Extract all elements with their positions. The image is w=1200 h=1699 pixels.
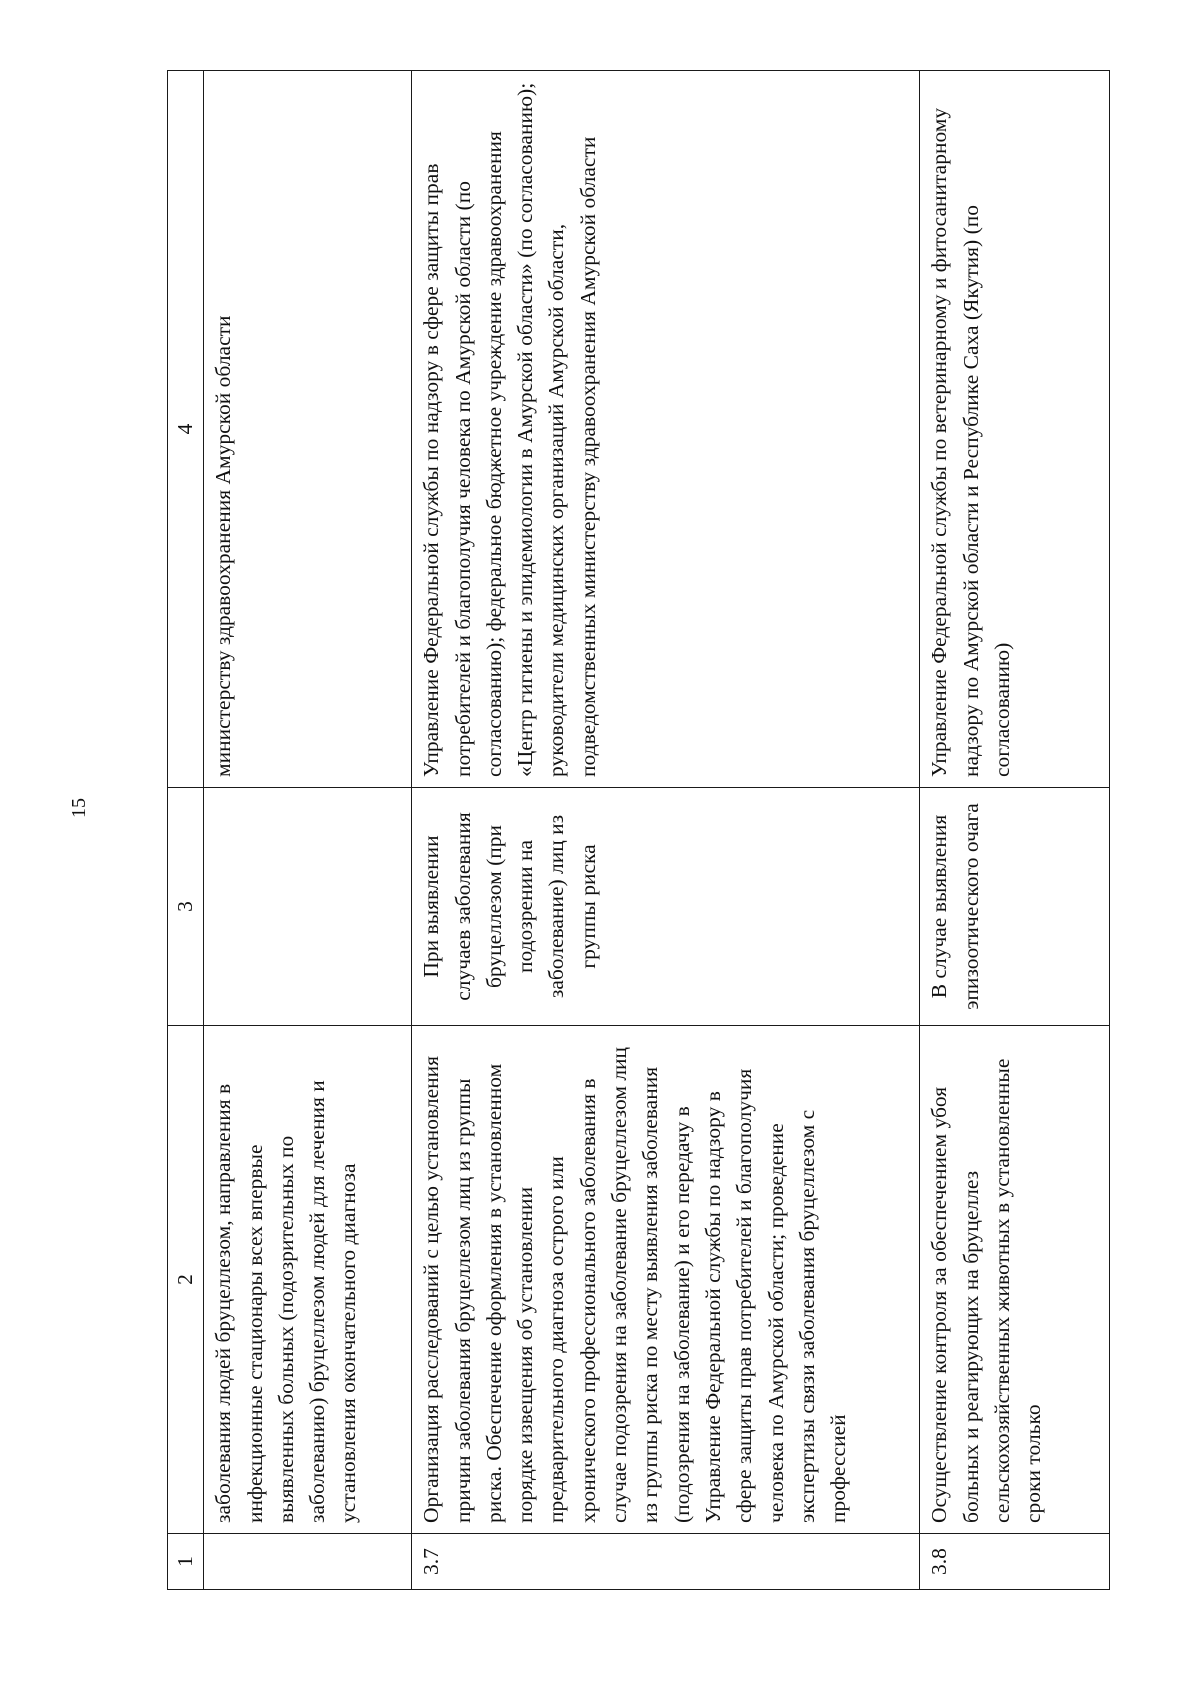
table-row <box>204 71 412 1590</box>
measure-cell: Осуществление контроля за обеспечением убоя больных и реагирующих на бруцеллез сельскохозяйственных животных в установленные сроки только <box>920 1026 1110 1534</box>
column-header: 4 <box>168 71 204 788</box>
row-number-cell: 3.7 <box>412 1534 920 1590</box>
column-header: 1 <box>168 1534 204 1590</box>
timing-cell: В случае выявления эпизоотического очага <box>920 788 1110 1026</box>
rotated-table-container <box>167 70 1110 1590</box>
timing-cell: При выявлении случаев заболевания бруцеллезом (при подозрении на заболевание) лиц из группы риска <box>412 788 920 1026</box>
column-header: 3 <box>168 788 204 1026</box>
table-header-row <box>168 71 204 1590</box>
row-number-cell: 3.8 <box>920 1534 1110 1590</box>
column-header: 2 <box>168 1026 204 1534</box>
responsible-cell: Управление Федеральной службы по ветеринарному и фитосанитарному надзору по Амурской области и Республике Саха (Якутия) (по согласованию) <box>920 71 1110 788</box>
responsible-cell: министерству здравоохранения Амурской области <box>204 71 412 788</box>
row-number-cell <box>204 1534 412 1590</box>
table-row <box>920 71 1110 1590</box>
page-number: 15 <box>68 798 90 818</box>
table-row <box>412 71 920 1590</box>
measure-cell: Организация расследований с целью установления причин заболевания бруцеллезом лиц из группы риска. Обеспечение оформления в установленном порядке извещения об установлении предварительного диагноза острого или хронического профессионального заболевания в случае подозрения на заболевание бруцеллезом лиц из группы риска по месту выявления заболевания (подозрения на заболевание) и его передачу в Управление Федеральной службы по надзору в сфере защиты прав потребителей и благополучия человека по Амурской области; проведение экспертизы связи заболевания бруцеллезом с профессией <box>412 1026 920 1534</box>
responsible-cell: Управление Федеральной службы по надзору в сфере защиты прав потребителей и благополучия человека по Амурской области (по согласованию); федеральное бюджетное учреждение здравоохранения «Центр гигиены и эпидемиологии в Амурской области» (по согласованию); руководители медицинских организаций Амурской области, подведомственных министерству здравоохранения Амурской области <box>412 71 920 788</box>
timing-cell <box>204 788 412 1026</box>
measures-table <box>167 70 1110 1590</box>
measure-cell: заболевания людей бруцеллезом, направления в инфекционные стационары всех впервые выявленных больных (подозрительных по заболеванию) бруцеллезом людей для лечения и установления окончательного диагноза <box>204 1026 412 1534</box>
